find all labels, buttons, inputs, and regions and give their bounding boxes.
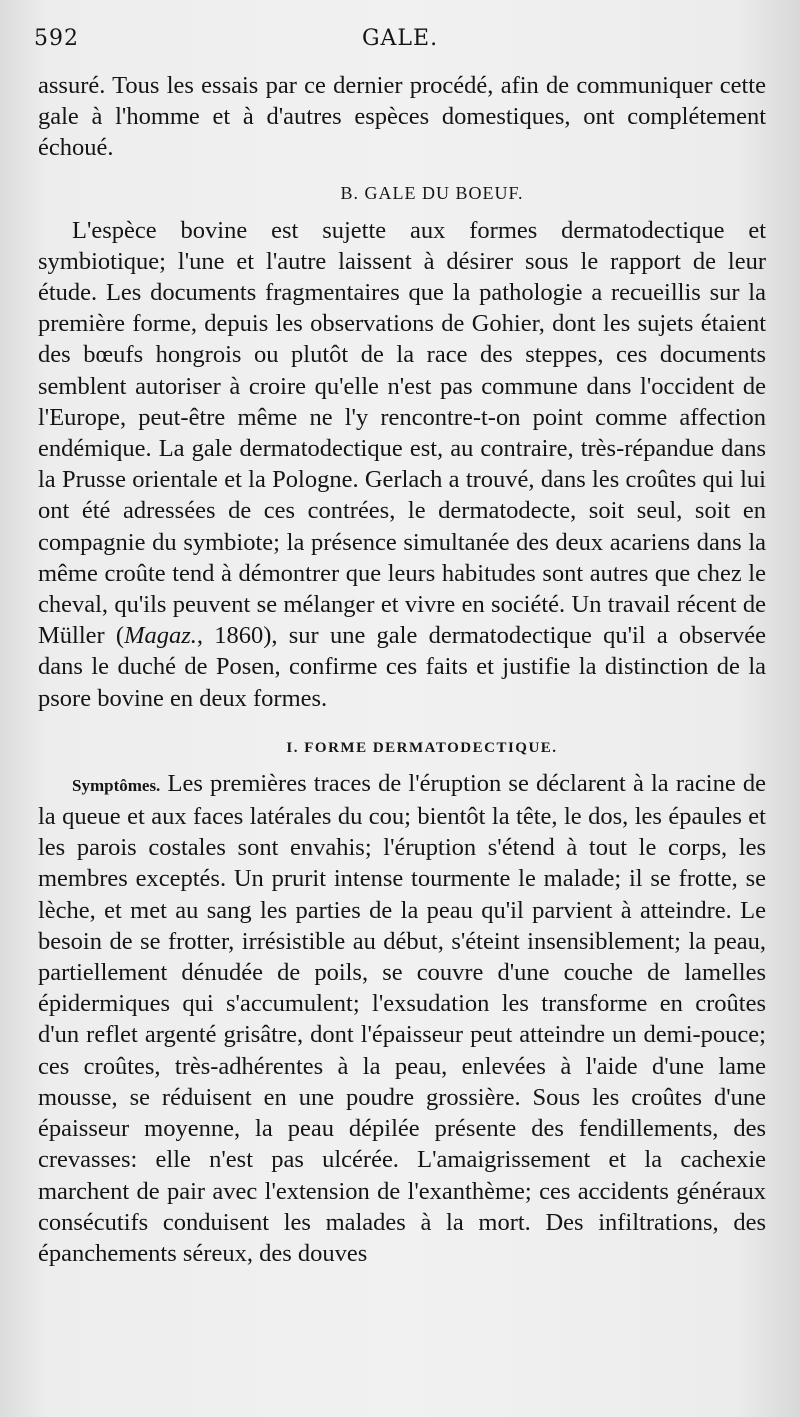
running-title: GALE. (361, 26, 439, 51)
subsection-heading-forme-dermatodectique: I. FORME DERMATODECTIQUE. (286, 739, 558, 756)
paragraph-symptomes (38, 768, 766, 1269)
paragraph-continuation: assuré. Tous les essais par ce dernier procédé, afin de communiquer cette gale à l'homme et à d'autres espèces domestiques, ont complétement échoué. (38, 72, 766, 162)
paragraph-bovine-species (38, 215, 766, 714)
section-heading-gale-du-boeuf: B. GALE DU BOEUF. (340, 182, 524, 203)
body-text (38, 70, 766, 1269)
running-head (34, 26, 766, 56)
citation-italic: Magaz. (124, 622, 197, 650)
paragraph-text: L'espèce bovine est sujette aux formes dermatodectique et symbiotique; l'une et l'autre laissent à désirer sous le rapport de leur étude. Les documents fragmentaires que la pathologie a recueillis sur la première forme, depuis les observations de Gohier, dont les sujets étaient des bœufs hongrois ou plutôt de la race des steppes, ces documents semblent autoriser à croire qu'elle n'est pas commune dans l'occident de l'Europe, peut-être même ne l'y rencontre-t-on point comme affection endémique. La gale dermatodectique est, au contraire, très-répandue dans la Prusse orientale et la Pologne. Gerlach a trouvé, dans les croûtes qui lui ont été adressées de ces contrées, le dermatodecte, soit seul, soit en compagnie du symbiote; la présence simultanée des deux acariens dans la même croûte tend à démontrer que leurs habitudes sont autres que chez le cheval, qu'ils peuvent se mélanger et vivre en société. Un travail récent de Müller ( (38, 216, 766, 650)
paragraph-text: Les premières traces de l'éruption se déclarent à la racine de la queue et aux faces latérales du cou; bientôt la tête, le dos, les épaules et les parois costales sont envahis; l'éruption s'étend à tout le corps, les membres exceptés. Un prurit intense tourmente le malade; il se frotte, se lèche, et met au sang les parties de la peau qu'il parvient à atteindre. Le besoin de se frotter, irrésistible au début, s'éteint insensiblement; la peau, partiellement dénudée de poils, se couvre d'une couche de lamelles épidermiques qui s'accumulent; l'exsudation les transforme en croûtes d'un reflet argenté grisâtre, dont l'épaisseur peut atteindre un demi-pouce; ces croûtes, très-adhérentes à la peau, enlevées à l'aide d'une lame mousse, se réduisent en une poudre grossière. Sous les croûtes d'une épaisseur moyenne, la peau dépilée présente des fendillements, des crevasses: elle n'est pas ulcérée. L'amaigrissement et la cachexie marchent de pair avec l'extension de l'exanthème; ces accidents généraux consécutifs conduisent les malades à la mort. Des infiltrations, des épanchements séreux, des douves (38, 769, 766, 1267)
paragraph-text-tail: , 1860), sur une gale dermatodectique qu'il a observée dans le duché de Posen, confirme ces faits et justifie la distinction de la psore bovine en deux formes. (38, 622, 766, 712)
run-in-heading-symptomes: Symptômes. (72, 775, 161, 795)
page-number: 592 (34, 26, 79, 51)
